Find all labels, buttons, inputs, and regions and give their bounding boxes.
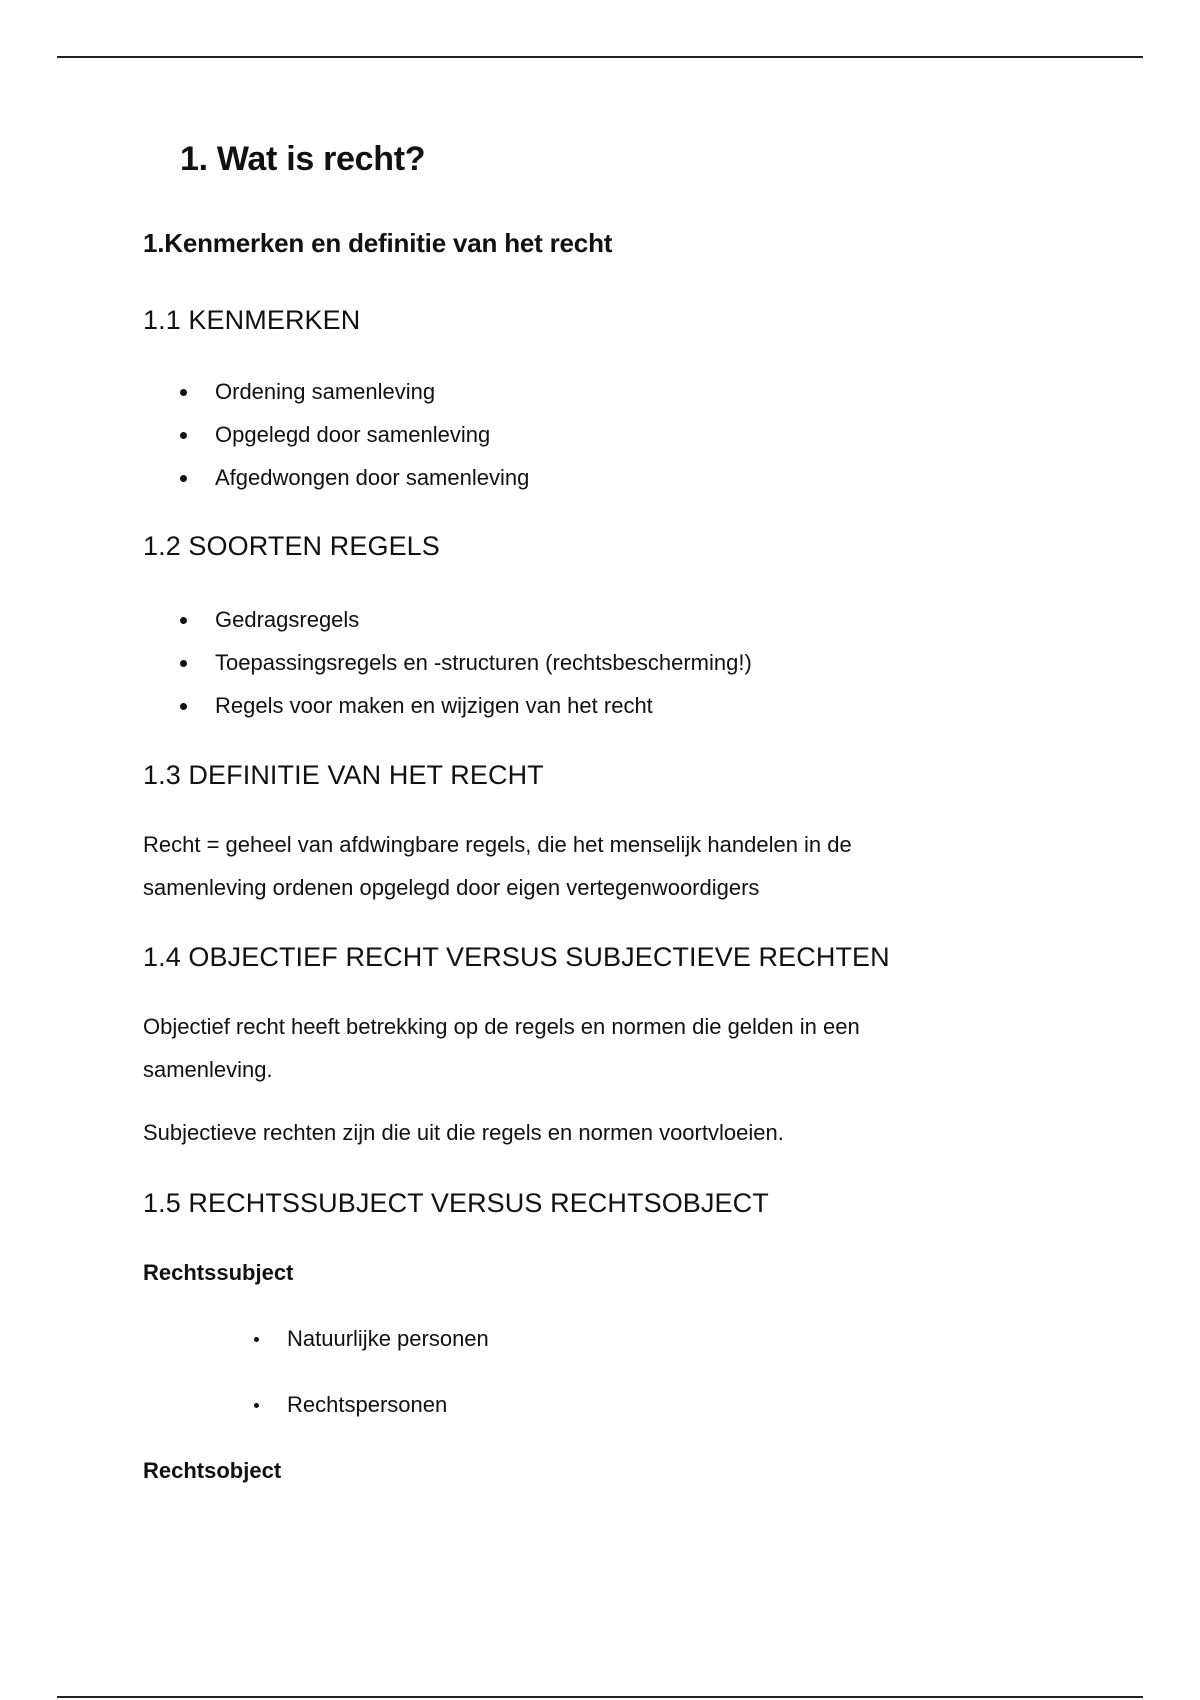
subjectief-paragraph: Subjectieve rechten zijn die uit die regels en normen voortvloeien. <box>143 1120 784 1145</box>
list-item <box>180 650 752 693</box>
bullet-icon <box>180 389 187 396</box>
list-item-text: Rechtspersonen <box>287 1392 448 1417</box>
section-heading-kenmerken: 1.1 KENMERKEN <box>143 305 361 335</box>
list-item <box>180 465 529 508</box>
section-heading-rechtssubject: 1.5 RECHTSSUBJECT VERSUS RECHTSOBJECT <box>143 1188 769 1218</box>
rechtssubject-list <box>252 1326 489 1458</box>
bullet-icon <box>254 1337 259 1342</box>
bullet-icon <box>254 1403 259 1408</box>
kenmerken-list <box>180 379 529 508</box>
bullet-icon <box>180 660 187 667</box>
definition-paragraph: Recht = geheel van afdwingbare regels, die het menselijk handelen in de samenleving ordenen opgelegd door eigen vertegenwoordigers <box>143 832 852 900</box>
list-item-text: Ordening samenleving <box>215 379 436 404</box>
section-heading-objectief: 1.4 OBJECTIEF RECHT VERSUS SUBJECTIEVE RECHTEN <box>143 942 890 972</box>
soorten-list <box>180 607 752 736</box>
list-item <box>180 422 529 465</box>
list-item-text: Gedragsregels <box>215 607 360 632</box>
list-item-text: Toepassingsregels en -structuren (rechtsbescherming!) <box>215 650 752 675</box>
list-item <box>252 1392 489 1458</box>
chapter-heading: 1.Kenmerken en definitie van het recht <box>143 228 613 258</box>
bullet-icon <box>180 703 187 710</box>
page-title: 1. Wat is recht? <box>180 140 426 178</box>
top-rule <box>57 56 1143 58</box>
rechtssubject-label: Rechtssubject <box>143 1260 294 1285</box>
list-item-text: Afgedwongen door samenleving <box>215 465 530 490</box>
bottom-rule <box>57 1696 1143 1698</box>
list-item-text: Natuurlijke personen <box>287 1326 489 1351</box>
bullet-icon <box>180 617 187 624</box>
section-heading-definitie: 1.3 DEFINITIE VAN HET RECHT <box>143 760 544 790</box>
section-heading-soorten: 1.2 SOORTEN REGELS <box>143 531 440 561</box>
bullet-icon <box>180 432 187 439</box>
list-item <box>180 379 529 422</box>
list-item-text: Opgelegd door samenleving <box>215 422 491 447</box>
list-item <box>252 1326 489 1392</box>
list-item-text: Regels voor maken en wijzigen van het recht <box>215 693 653 718</box>
objectief-paragraph: Objectief recht heeft betrekking op de regels en normen die gelden in een samenleving. <box>143 1014 860 1082</box>
list-item <box>180 693 752 736</box>
bullet-icon <box>180 475 187 482</box>
list-item <box>180 607 752 650</box>
rechtsobject-label: Rechtsobject <box>143 1458 282 1483</box>
